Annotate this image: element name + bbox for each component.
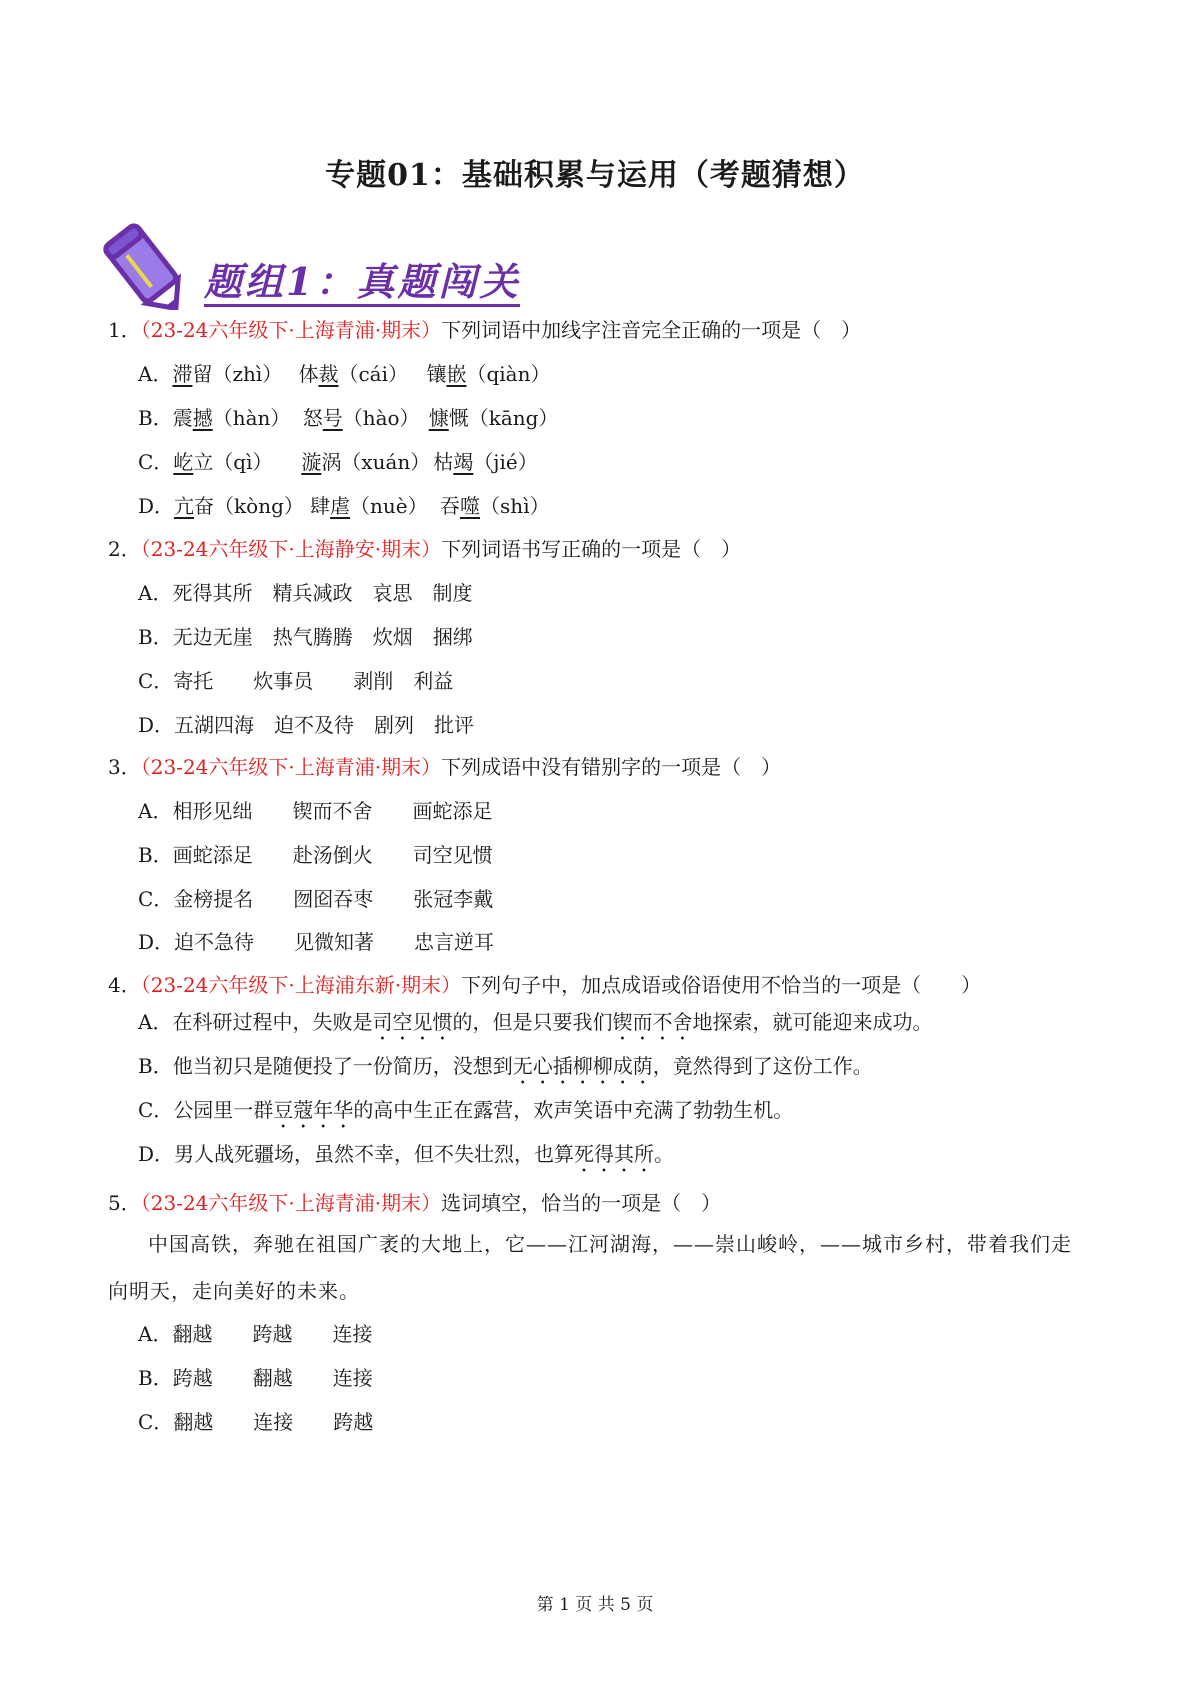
word-part: 慨（kāng） bbox=[448, 406, 559, 430]
word-part: 体 bbox=[298, 362, 319, 386]
dotted-phrase: 无心插柳柳成荫 bbox=[512, 1054, 653, 1078]
page-title: 专题01：基础积累与运用（考题猜想） bbox=[325, 158, 865, 193]
option-text: 跨越 翻越 连接 bbox=[172, 1366, 373, 1390]
option-word bbox=[174, 492, 310, 520]
option-word bbox=[440, 492, 550, 520]
option-letter: C． bbox=[138, 669, 174, 693]
option-text: 画蛇添足 赴汤倒火 司空见惯 bbox=[172, 843, 493, 867]
dotted-phrase: 死得其所 bbox=[574, 1142, 655, 1166]
option-1c bbox=[138, 448, 538, 476]
word-part: （nuè） bbox=[350, 494, 428, 518]
option-3d bbox=[138, 928, 494, 956]
option-letter: D． bbox=[138, 1142, 175, 1166]
option-4c bbox=[138, 1096, 793, 1133]
reading-passage: 中国高铁，奔驰在祖国广袤的大地上，它——江河湖海，——崇山峻岭，——城市乡村，带着我们走向明天，走向美好的未来。 bbox=[108, 1232, 1072, 1303]
question-stem: 选词填空，恰当的一项是（ ） bbox=[441, 1191, 722, 1215]
sentence-part: 公园里一群 bbox=[173, 1098, 274, 1122]
question-number: 1． bbox=[108, 318, 141, 342]
dotted-phrase: 锲而不舍 bbox=[612, 1010, 693, 1034]
question-source: （23-24六年级下·上海静安·期末） bbox=[140, 537, 442, 561]
option-text: 无边无崖 热气腾腾 炊烟 捆绑 bbox=[172, 625, 473, 649]
question-stem: 下列词语书写正确的一项是（ ） bbox=[441, 537, 742, 561]
underlined-char: 号 bbox=[322, 406, 343, 430]
sentence-part: 他当初只是随便投了一份简历，没想到 bbox=[172, 1054, 513, 1078]
question-number: 4． bbox=[108, 973, 141, 997]
sentence-part: 男人战死疆场，虽然不幸，但不失壮烈，也算 bbox=[174, 1142, 575, 1166]
option-letter: B． bbox=[138, 1054, 173, 1078]
option-word bbox=[429, 404, 559, 432]
word-part: 涡（xuán） bbox=[321, 450, 431, 474]
question-1 bbox=[108, 316, 861, 344]
question-stem: 下列成语中没有错别字的一项是（ ） bbox=[441, 755, 782, 779]
option-letter: B． bbox=[138, 625, 173, 649]
option-word bbox=[303, 404, 429, 432]
question-stem: 下列句子中，加点成语或俗语使用不恰当的一项是（ ） bbox=[461, 973, 982, 997]
option-letter: C． bbox=[138, 450, 174, 474]
sentence-part: 的，但是只要我们 bbox=[452, 1010, 613, 1034]
option-letter: A． bbox=[138, 1010, 173, 1034]
word-part: 立（qì） bbox=[193, 450, 273, 474]
option-4d bbox=[138, 1140, 674, 1177]
option-letter: B． bbox=[138, 843, 173, 867]
option-letter: D． bbox=[138, 494, 175, 518]
sentence-part: 的高中生正在露营，欢声笑语中充满了勃勃生机。 bbox=[353, 1098, 794, 1122]
option-text: 翻越 跨越 连接 bbox=[172, 1322, 373, 1346]
word-part: （hàn） bbox=[212, 406, 291, 430]
page-footer: 第 1 页 共 5 页 bbox=[536, 1595, 654, 1615]
underlined-char: 噬 bbox=[460, 494, 481, 518]
underlined-char: 滞 bbox=[172, 362, 193, 386]
option-2c bbox=[138, 667, 453, 695]
option-1b bbox=[138, 404, 558, 432]
underlined-char: 竭 bbox=[453, 450, 474, 474]
word-part: 吞 bbox=[440, 494, 461, 518]
option-letter: A． bbox=[138, 1322, 173, 1346]
question-number: 3． bbox=[108, 755, 141, 779]
option-word bbox=[172, 360, 298, 388]
underlined-char: 裁 bbox=[318, 362, 339, 386]
option-text: 寄托 炊事员 剥削 利益 bbox=[173, 669, 454, 693]
option-text: 五湖四海 迫不及待 剧列 批评 bbox=[174, 713, 475, 737]
sentence-part: ，竟然得到了这份工作。 bbox=[652, 1054, 873, 1078]
option-letter: A． bbox=[138, 362, 173, 386]
option-text: 金榜提名 囫囵吞枣 张冠李戴 bbox=[173, 887, 494, 911]
question-source: （23-24六年级下·上海浦东新·期末） bbox=[140, 973, 462, 997]
option-5c bbox=[138, 1408, 373, 1436]
option-letter: A． bbox=[138, 799, 173, 823]
word-part: 枯 bbox=[433, 450, 454, 474]
question-number: 5． bbox=[108, 1191, 141, 1215]
option-3c bbox=[138, 885, 493, 913]
option-letter: B． bbox=[138, 406, 173, 430]
option-5a bbox=[138, 1320, 372, 1348]
question-5 bbox=[108, 1189, 721, 1217]
word-part: （shì） bbox=[480, 494, 550, 518]
dotted-phrase: 豆蔻年华 bbox=[273, 1098, 354, 1122]
option-text: 死得其所 精兵减政 哀思 制度 bbox=[172, 581, 473, 605]
option-word bbox=[301, 448, 433, 476]
underlined-char: 慷 bbox=[428, 406, 449, 430]
underlined-char: 亢 bbox=[174, 494, 195, 518]
option-text: 相形见绌 锲而不舍 画蛇添足 bbox=[172, 799, 493, 823]
word-part: 留（zhì） bbox=[192, 362, 283, 386]
option-4b bbox=[138, 1052, 873, 1089]
section-banner bbox=[108, 224, 528, 320]
option-letter: D． bbox=[138, 930, 175, 954]
dotted-phrase: 司空见惯 bbox=[372, 1010, 453, 1034]
word-part: （jié） bbox=[473, 450, 538, 474]
option-3b bbox=[138, 841, 493, 869]
option-letter: B． bbox=[138, 1366, 173, 1390]
option-1a bbox=[138, 360, 550, 388]
word-part: 肆 bbox=[310, 494, 331, 518]
option-word bbox=[173, 404, 303, 432]
underlined-char: 漩 bbox=[301, 450, 322, 474]
question-number: 2． bbox=[108, 537, 141, 561]
underlined-char: 屹 bbox=[173, 450, 194, 474]
question-stem: 下列词语中加线字注音完全正确的一项是（ ） bbox=[441, 318, 862, 342]
underlined-char: 嵌 bbox=[446, 362, 467, 386]
question-source: （23-24六年级下·上海青浦·期末） bbox=[140, 318, 442, 342]
option-word bbox=[310, 492, 440, 520]
option-text: 翻越 连接 跨越 bbox=[173, 1410, 374, 1434]
option-word bbox=[173, 448, 301, 476]
option-2d bbox=[138, 711, 474, 739]
option-3a bbox=[138, 797, 492, 825]
word-part: （hào） bbox=[342, 406, 420, 430]
word-part: （cái） bbox=[338, 362, 408, 386]
question-source: （23-24六年级下·上海青浦·期末） bbox=[140, 755, 442, 779]
underlined-char: 撼 bbox=[192, 406, 213, 430]
option-letter: D． bbox=[138, 713, 175, 737]
option-text: 迫不急待 见微知著 忠言逆耳 bbox=[174, 930, 495, 954]
question-source: （23-24六年级下·上海青浦·期末） bbox=[140, 1191, 442, 1215]
option-word bbox=[433, 448, 537, 476]
underlined-char: 虐 bbox=[330, 494, 351, 518]
word-part: 奋（kòng） bbox=[194, 494, 304, 518]
banner-title: 题组1：真题闯关 bbox=[204, 260, 520, 307]
option-word bbox=[426, 360, 550, 388]
option-word bbox=[298, 360, 426, 388]
sentence-part: 。 bbox=[654, 1142, 675, 1166]
option-5b bbox=[138, 1364, 373, 1392]
option-letter: C． bbox=[138, 1410, 174, 1434]
word-part: 震 bbox=[172, 406, 193, 430]
option-letter: A． bbox=[138, 581, 173, 605]
option-2a bbox=[138, 579, 472, 607]
option-4a bbox=[138, 1008, 932, 1045]
sentence-part: 在科研过程中，失败是 bbox=[172, 1010, 373, 1034]
question-4 bbox=[108, 971, 981, 999]
word-part: 怒 bbox=[302, 406, 323, 430]
sentence-part: 地探索，就可能迎来成功。 bbox=[692, 1010, 933, 1034]
option-letter: C． bbox=[138, 1098, 174, 1122]
question-3 bbox=[108, 753, 781, 781]
option-2b bbox=[138, 623, 473, 651]
question-2 bbox=[108, 535, 741, 563]
option-1d bbox=[138, 492, 550, 520]
pencil-icon bbox=[100, 214, 190, 310]
option-letter: C． bbox=[138, 887, 174, 911]
word-part: （qiàn） bbox=[466, 362, 551, 386]
word-part: 镶 bbox=[426, 362, 447, 386]
